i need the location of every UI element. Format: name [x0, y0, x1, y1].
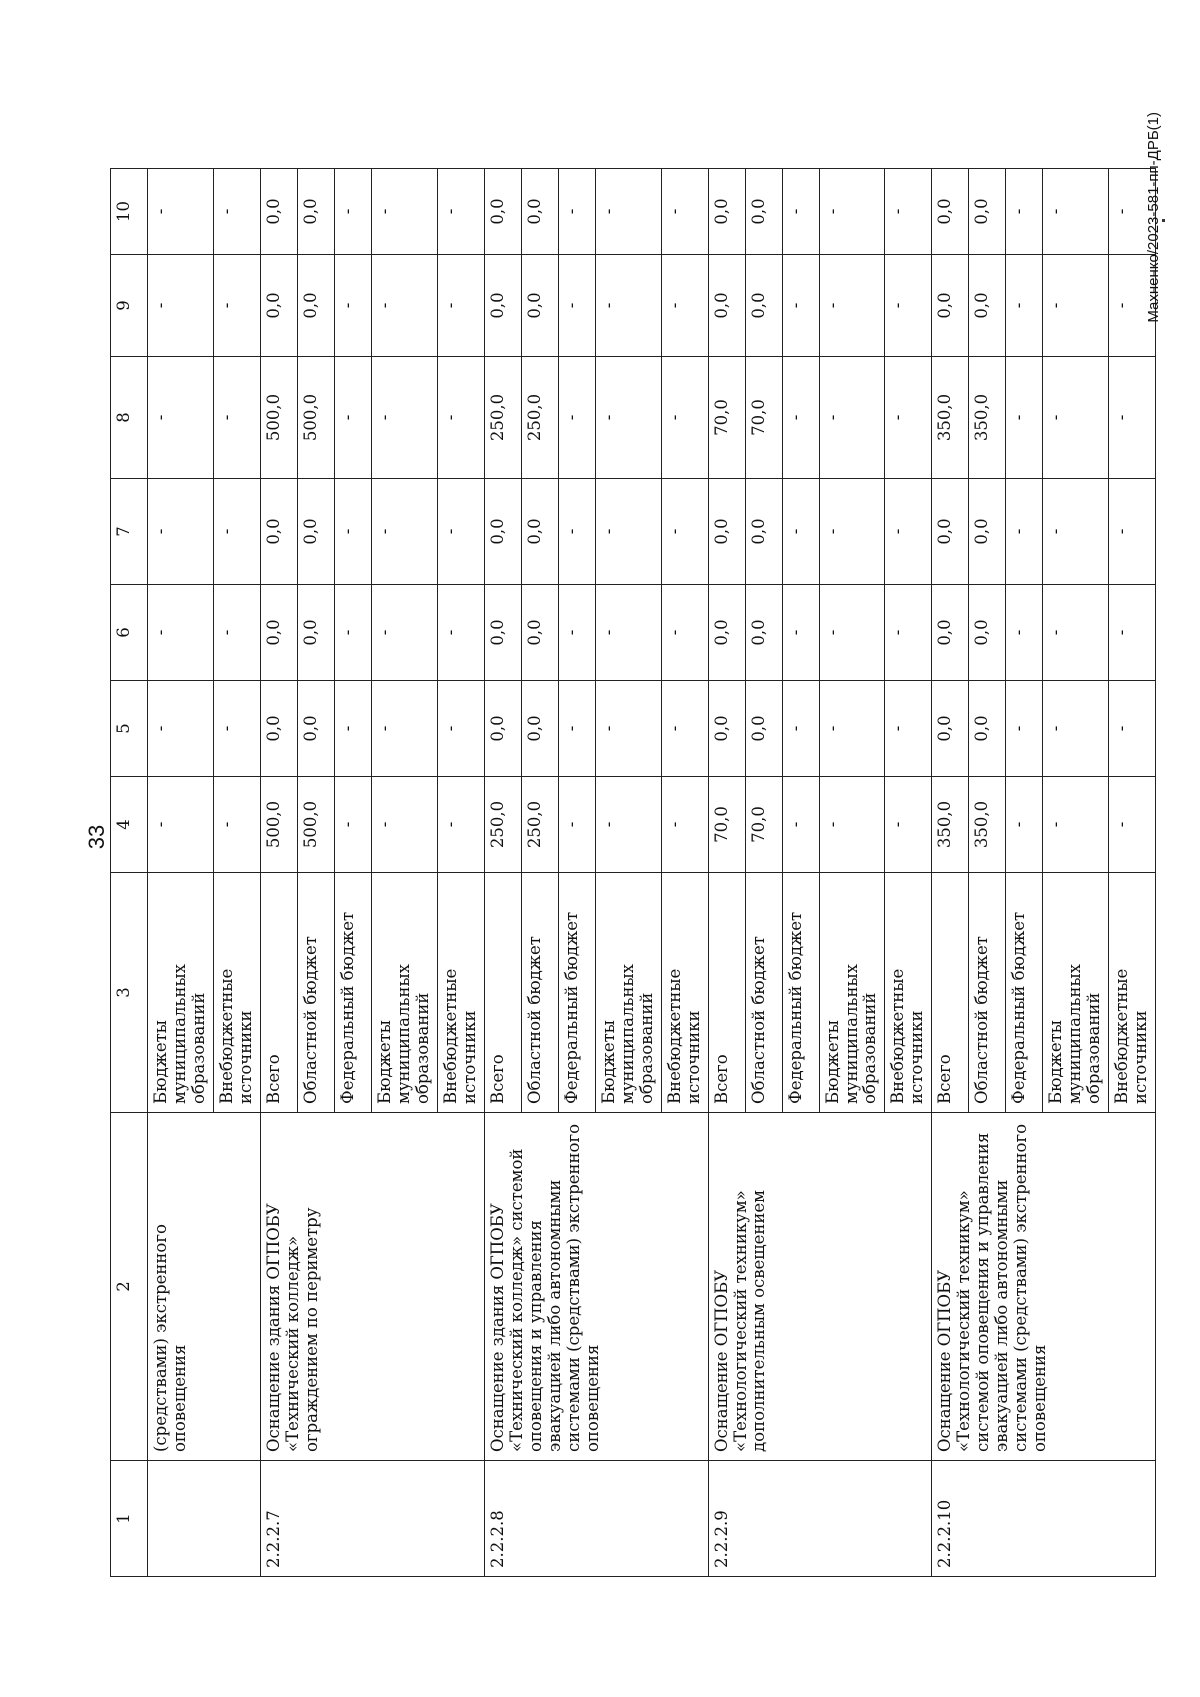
funding-source-cell: Бюджеты муниципальных образований — [595, 873, 661, 1113]
amount-cell: - — [885, 255, 932, 357]
amount-cell: - — [1043, 169, 1109, 255]
amount-cell: - — [213, 357, 260, 479]
amount-cell: 500,0 — [260, 357, 297, 479]
amount-cell: 0,0 — [484, 681, 521, 777]
amount-cell: - — [1109, 585, 1156, 681]
amount-cell: - — [148, 255, 214, 357]
budget-table — [110, 168, 1156, 1577]
funding-source-cell: Внебюджетные источники — [885, 873, 932, 1113]
amount-cell: 350,0 — [969, 777, 1006, 873]
column-header: 9 — [111, 255, 148, 357]
amount-cell: - — [782, 479, 819, 585]
item-number-cell: 2.2.2.8 — [484, 1461, 708, 1577]
amount-cell: 0,0 — [260, 169, 297, 255]
amount-cell: - — [819, 479, 885, 585]
amount-cell: - — [885, 777, 932, 873]
column-header: 4 — [111, 777, 148, 873]
funding-source-cell: Внебюджетные источники — [1109, 873, 1156, 1113]
amount-cell: - — [661, 357, 708, 479]
amount-cell: 500,0 — [260, 777, 297, 873]
amount-cell: 0,0 — [932, 169, 969, 255]
amount-cell: 250,0 — [484, 777, 521, 873]
amount-cell: - — [782, 585, 819, 681]
amount-cell: - — [661, 169, 708, 255]
amount-cell: - — [595, 255, 661, 357]
funding-source-cell: Всего — [260, 873, 297, 1113]
funding-source-cell: Областной бюджет — [969, 873, 1006, 1113]
document-code: Махненко/2023-581-пп-ДРБ(1) — [1145, 112, 1162, 323]
column-header: 5 — [111, 681, 148, 777]
amount-cell: 0,0 — [932, 585, 969, 681]
item-number-cell: 2.2.2.10 — [932, 1461, 1156, 1577]
funding-source-cell: Всего — [708, 873, 745, 1113]
amount-cell: 0,0 — [708, 681, 745, 777]
amount-cell: 0,0 — [932, 255, 969, 357]
table-row — [932, 169, 969, 1577]
amount-cell: - — [661, 479, 708, 585]
amount-cell: - — [1109, 479, 1156, 585]
funding-source-cell: Областной бюджет — [745, 873, 782, 1113]
amount-cell: - — [213, 255, 260, 357]
amount-cell: - — [595, 169, 661, 255]
amount-cell: - — [334, 777, 371, 873]
amount-cell: 350,0 — [932, 777, 969, 873]
amount-cell: - — [334, 169, 371, 255]
amount-cell: 350,0 — [969, 357, 1006, 479]
amount-cell: 70,0 — [708, 357, 745, 479]
amount-cell: - — [782, 357, 819, 479]
amount-cell: - — [558, 255, 595, 357]
amount-cell: - — [1006, 681, 1043, 777]
amount-cell: - — [819, 169, 885, 255]
amount-cell: 0,0 — [969, 169, 1006, 255]
amount-cell: 0,0 — [745, 585, 782, 681]
amount-cell: - — [819, 585, 885, 681]
amount-cell: - — [437, 479, 484, 585]
amount-cell: - — [1006, 479, 1043, 585]
amount-cell: - — [437, 255, 484, 357]
amount-cell: - — [1109, 255, 1156, 357]
amount-cell: 0,0 — [521, 585, 558, 681]
amount-cell: - — [558, 681, 595, 777]
amount-cell: 0,0 — [708, 479, 745, 585]
amount-cell: - — [1109, 357, 1156, 479]
amount-cell: 0,0 — [708, 585, 745, 681]
amount-cell: 0,0 — [745, 255, 782, 357]
activity-name-cell: Оснащение здания ОГПОБУ «Технический колледж» ограждением по периметру — [260, 1113, 484, 1461]
amount-cell: - — [1006, 169, 1043, 255]
amount-cell: - — [371, 479, 437, 585]
amount-cell: 0,0 — [297, 255, 334, 357]
amount-cell: - — [148, 777, 214, 873]
page-number: 33 — [84, 824, 109, 850]
amount-cell: - — [437, 777, 484, 873]
funding-source-cell: Федеральный бюджет — [1006, 873, 1043, 1113]
amount-cell: 0,0 — [297, 479, 334, 585]
funding-source-cell: Бюджеты муниципальных образований — [819, 873, 885, 1113]
amount-cell: 70,0 — [745, 357, 782, 479]
item-number-cell: 2.2.2.9 — [708, 1461, 932, 1577]
amount-cell: 0,0 — [969, 479, 1006, 585]
amount-cell: 0,0 — [484, 169, 521, 255]
table-row — [260, 169, 297, 1577]
funding-source-cell: Внебюджетные источники — [661, 873, 708, 1113]
amount-cell: - — [558, 585, 595, 681]
activity-name-cell: (средствами) экстренного оповещения — [148, 1113, 261, 1461]
amount-cell: - — [371, 777, 437, 873]
amount-cell: 0,0 — [484, 255, 521, 357]
amount-cell: - — [661, 255, 708, 357]
amount-cell: - — [819, 357, 885, 479]
funding-source-cell: Всего — [932, 873, 969, 1113]
amount-cell: 0,0 — [260, 479, 297, 585]
funding-source-cell: Бюджеты муниципальных образований — [371, 873, 437, 1113]
amount-cell: 250,0 — [484, 357, 521, 479]
amount-cell: - — [1006, 357, 1043, 479]
amount-cell: - — [661, 681, 708, 777]
amount-cell: 0,0 — [969, 585, 1006, 681]
funding-source-cell: Федеральный бюджет — [782, 873, 819, 1113]
amount-cell: 70,0 — [745, 777, 782, 873]
column-header: 10 — [111, 169, 148, 255]
amount-cell: 0,0 — [521, 479, 558, 585]
amount-cell: 0,0 — [484, 585, 521, 681]
amount-cell: - — [148, 479, 214, 585]
amount-cell: - — [1043, 777, 1109, 873]
amount-cell: - — [1043, 585, 1109, 681]
amount-cell: 0,0 — [521, 169, 558, 255]
activity-name-cell: Оснащение ОГПОБУ «Технологический техникум» системой оповещения и управления эвакуацией либо автономными системами (средствами) экстренного оповещения — [932, 1113, 1156, 1461]
amount-cell: - — [148, 357, 214, 479]
amount-cell: - — [213, 777, 260, 873]
scan-speck — [1162, 219, 1165, 222]
amount-cell: 350,0 — [932, 357, 969, 479]
amount-cell: 250,0 — [521, 777, 558, 873]
amount-cell: - — [661, 585, 708, 681]
table-body — [111, 169, 1156, 1577]
amount-cell: - — [1043, 255, 1109, 357]
amount-cell: - — [1006, 585, 1043, 681]
amount-cell: - — [334, 681, 371, 777]
amount-cell: - — [558, 357, 595, 479]
amount-cell: 0,0 — [745, 681, 782, 777]
amount-cell: - — [885, 169, 932, 255]
amount-cell: - — [885, 681, 932, 777]
funding-source-cell: Бюджеты муниципальных образований — [1043, 873, 1109, 1113]
funding-source-cell: Внебюджетные источники — [437, 873, 484, 1113]
amount-cell: - — [595, 479, 661, 585]
amount-cell: - — [595, 357, 661, 479]
table-row — [708, 169, 745, 1577]
funding-source-cell: Бюджеты муниципальных образований — [148, 873, 214, 1113]
amount-cell: - — [885, 479, 932, 585]
amount-cell: - — [782, 681, 819, 777]
funding-source-cell: Федеральный бюджет — [558, 873, 595, 1113]
amount-cell: - — [1006, 255, 1043, 357]
amount-cell: 0,0 — [969, 681, 1006, 777]
amount-cell: - — [595, 777, 661, 873]
column-header: 8 — [111, 357, 148, 479]
amount-cell: - — [819, 255, 885, 357]
amount-cell: 0,0 — [297, 681, 334, 777]
funding-source-cell: Областной бюджет — [521, 873, 558, 1113]
amount-cell: - — [1109, 681, 1156, 777]
item-number-cell: 2.2.2.7 — [260, 1461, 484, 1577]
amount-cell: 250,0 — [521, 357, 558, 479]
amount-cell: - — [819, 681, 885, 777]
column-header: 2 — [111, 1113, 148, 1461]
amount-cell: - — [437, 357, 484, 479]
amount-cell: 70,0 — [708, 777, 745, 873]
amount-cell: - — [558, 169, 595, 255]
amount-cell: 0,0 — [297, 585, 334, 681]
activity-name-cell: Оснащение ОГПОБУ «Технологический техникум» дополнительным освещением — [708, 1113, 932, 1461]
amount-cell: - — [437, 169, 484, 255]
amount-cell: - — [334, 585, 371, 681]
column-header: 7 — [111, 479, 148, 585]
amount-cell: - — [437, 585, 484, 681]
amount-cell: - — [371, 681, 437, 777]
amount-cell: - — [1109, 777, 1156, 873]
amount-cell: - — [595, 585, 661, 681]
amount-cell: 0,0 — [932, 479, 969, 585]
amount-cell: - — [213, 681, 260, 777]
amount-cell: - — [213, 585, 260, 681]
amount-cell: 0,0 — [260, 255, 297, 357]
table-row — [484, 169, 521, 1577]
amount-cell: - — [782, 169, 819, 255]
amount-cell: - — [1043, 681, 1109, 777]
amount-cell: - — [885, 585, 932, 681]
amount-cell: - — [334, 357, 371, 479]
amount-cell: - — [371, 255, 437, 357]
amount-cell: 0,0 — [521, 255, 558, 357]
column-header: 6 — [111, 585, 148, 681]
funding-source-cell: Федеральный бюджет — [334, 873, 371, 1113]
amount-cell: - — [213, 169, 260, 255]
amount-cell: 0,0 — [260, 681, 297, 777]
amount-cell: - — [334, 479, 371, 585]
amount-cell: - — [782, 777, 819, 873]
amount-cell: 0,0 — [521, 681, 558, 777]
amount-cell: 500,0 — [297, 777, 334, 873]
amount-cell: - — [1006, 777, 1043, 873]
amount-cell: 0,0 — [932, 681, 969, 777]
funding-source-cell: Всего — [484, 873, 521, 1113]
amount-cell: 0,0 — [708, 169, 745, 255]
amount-cell: - — [148, 681, 214, 777]
activity-name-cell: Оснащение здания ОГПОБУ «Технический колледж» системой оповещения и управления эвакуацией либо автономными системами (средствами) экстренного оповещения — [484, 1113, 708, 1461]
amount-cell: - — [1043, 357, 1109, 479]
amount-cell: - — [213, 479, 260, 585]
amount-cell: - — [1109, 169, 1156, 255]
amount-cell: - — [819, 777, 885, 873]
amount-cell: 0,0 — [297, 169, 334, 255]
amount-cell: - — [148, 169, 214, 255]
amount-cell: 0,0 — [260, 585, 297, 681]
funding-source-cell: Внебюджетные источники — [213, 873, 260, 1113]
table-row — [148, 169, 214, 1577]
amount-cell: 0,0 — [708, 255, 745, 357]
header-row — [111, 169, 148, 1577]
amount-cell: - — [371, 169, 437, 255]
amount-cell: - — [334, 255, 371, 357]
amount-cell: - — [782, 255, 819, 357]
amount-cell: - — [558, 479, 595, 585]
amount-cell: - — [558, 777, 595, 873]
amount-cell: - — [148, 585, 214, 681]
amount-cell: 500,0 — [297, 357, 334, 479]
amount-cell: - — [661, 777, 708, 873]
funding-source-cell: Областной бюджет — [297, 873, 334, 1113]
amount-cell: 0,0 — [484, 479, 521, 585]
item-number-cell — [148, 1461, 261, 1577]
amount-cell: 0,0 — [969, 255, 1006, 357]
amount-cell: 0,0 — [745, 169, 782, 255]
amount-cell: - — [437, 681, 484, 777]
amount-cell: - — [371, 357, 437, 479]
amount-cell: - — [595, 681, 661, 777]
column-header: 3 — [111, 873, 148, 1113]
column-header: 1 — [111, 1461, 148, 1577]
amount-cell: - — [1043, 479, 1109, 585]
amount-cell: - — [371, 585, 437, 681]
amount-cell: 0,0 — [745, 479, 782, 585]
amount-cell: - — [885, 357, 932, 479]
